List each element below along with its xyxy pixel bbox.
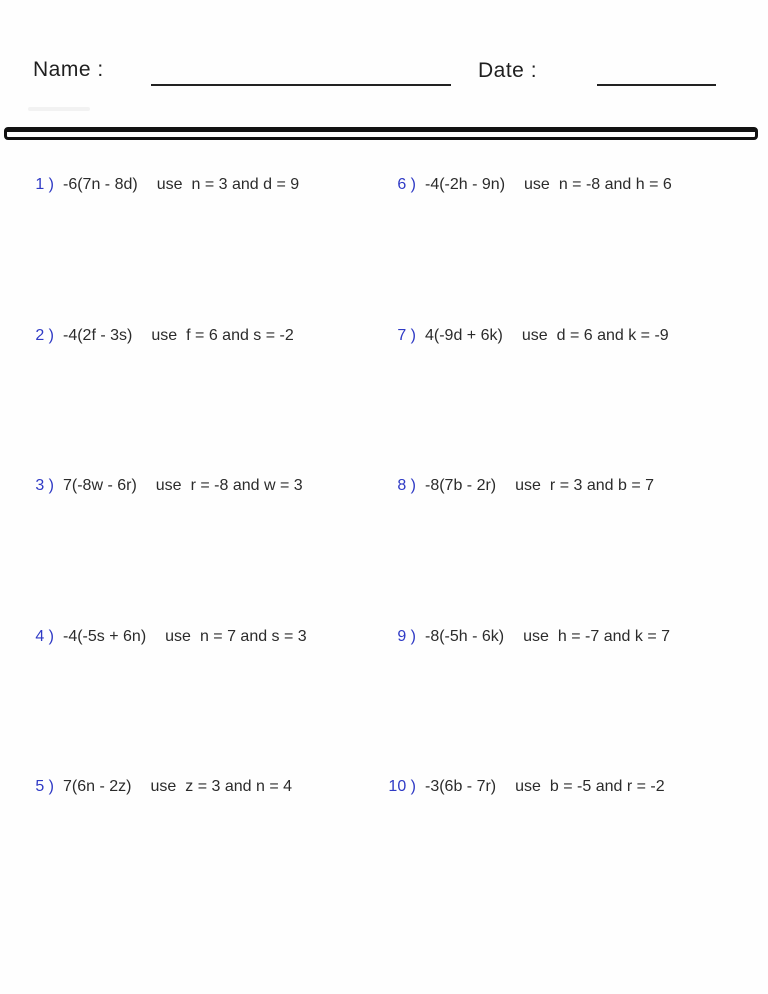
date-fill-in-line[interactable] (597, 84, 716, 86)
problem-use-word: use (151, 326, 178, 344)
problem-item (388, 628, 670, 646)
problem-number: 4 ) (35, 627, 54, 645)
problem-number: 7 ) (397, 326, 416, 344)
problem-substitution: r = 3 and b = 7 (549, 477, 654, 494)
problem-substitution: b = -5 and r = -2 (549, 778, 665, 795)
problem-use-word: use (515, 477, 541, 494)
problem-substitution: d = 6 and k = -9 (556, 326, 669, 344)
name-label: Name : (33, 58, 104, 81)
problem-expression: 7(-8w - 6r) (63, 477, 137, 494)
name-fill-in-line[interactable] (151, 84, 451, 86)
problem-expression: 7(6n - 2z) (63, 778, 132, 795)
problem-substitution: n = -8 and h = 6 (558, 176, 672, 193)
problem-item (388, 778, 665, 796)
problem-use-word: use (523, 627, 549, 645)
problem-substitution: r = -8 and w = 3 (190, 477, 303, 494)
problem-item (26, 477, 303, 495)
faint-smudge (28, 107, 90, 111)
problem-item (26, 778, 292, 796)
problem-expression: -8(7b - 2r) (425, 477, 497, 494)
header-divider-rule (4, 127, 758, 140)
problem-number: 5 ) (35, 778, 54, 795)
problem-expression: -4(2f - 3s) (63, 326, 133, 344)
problem-expression: 4(-9d + 6k) (425, 326, 503, 344)
problem-expression: -3(6b - 7r) (425, 778, 497, 795)
problem-substitution: z = 3 and n = 4 (185, 778, 293, 795)
problem-number: 1 ) (35, 176, 54, 193)
problem-use-word: use (150, 778, 177, 795)
problem-use-word: use (155, 477, 182, 494)
problem-expression: -4(-2h - 9n) (425, 176, 506, 193)
problem-expression: -8(-5h - 6k) (425, 627, 505, 645)
problem-use-word: use (521, 326, 548, 344)
problem-number: 6 ) (397, 176, 416, 193)
problem-number: 9 ) (397, 627, 416, 645)
problem-use-word: use (524, 176, 550, 193)
problem-item (26, 327, 294, 345)
problem-item (26, 628, 307, 646)
problem-substitution: h = -7 and k = 7 (557, 627, 670, 645)
problem-substitution: n = 7 and s = 3 (199, 627, 307, 645)
problem-item (388, 327, 669, 345)
date-label: Date : (478, 59, 538, 82)
problem-use-word: use (165, 627, 191, 645)
problem-expression: -6(7n - 8d) (63, 176, 138, 193)
problem-item (26, 176, 299, 194)
problem-item (388, 176, 672, 194)
problem-number: 10 ) (388, 778, 416, 795)
problem-expression: -4(-5s + 6n) (63, 627, 147, 645)
problem-use-word: use (515, 778, 541, 795)
problem-substitution: n = 3 and d = 9 (191, 176, 300, 193)
problem-use-word: use (156, 176, 183, 193)
problem-number: 2 ) (35, 326, 54, 344)
problem-item (388, 477, 654, 495)
problem-number: 8 ) (397, 477, 416, 494)
problem-number: 3 ) (35, 477, 54, 494)
problem-substitution: f = 6 and s = -2 (186, 326, 294, 344)
